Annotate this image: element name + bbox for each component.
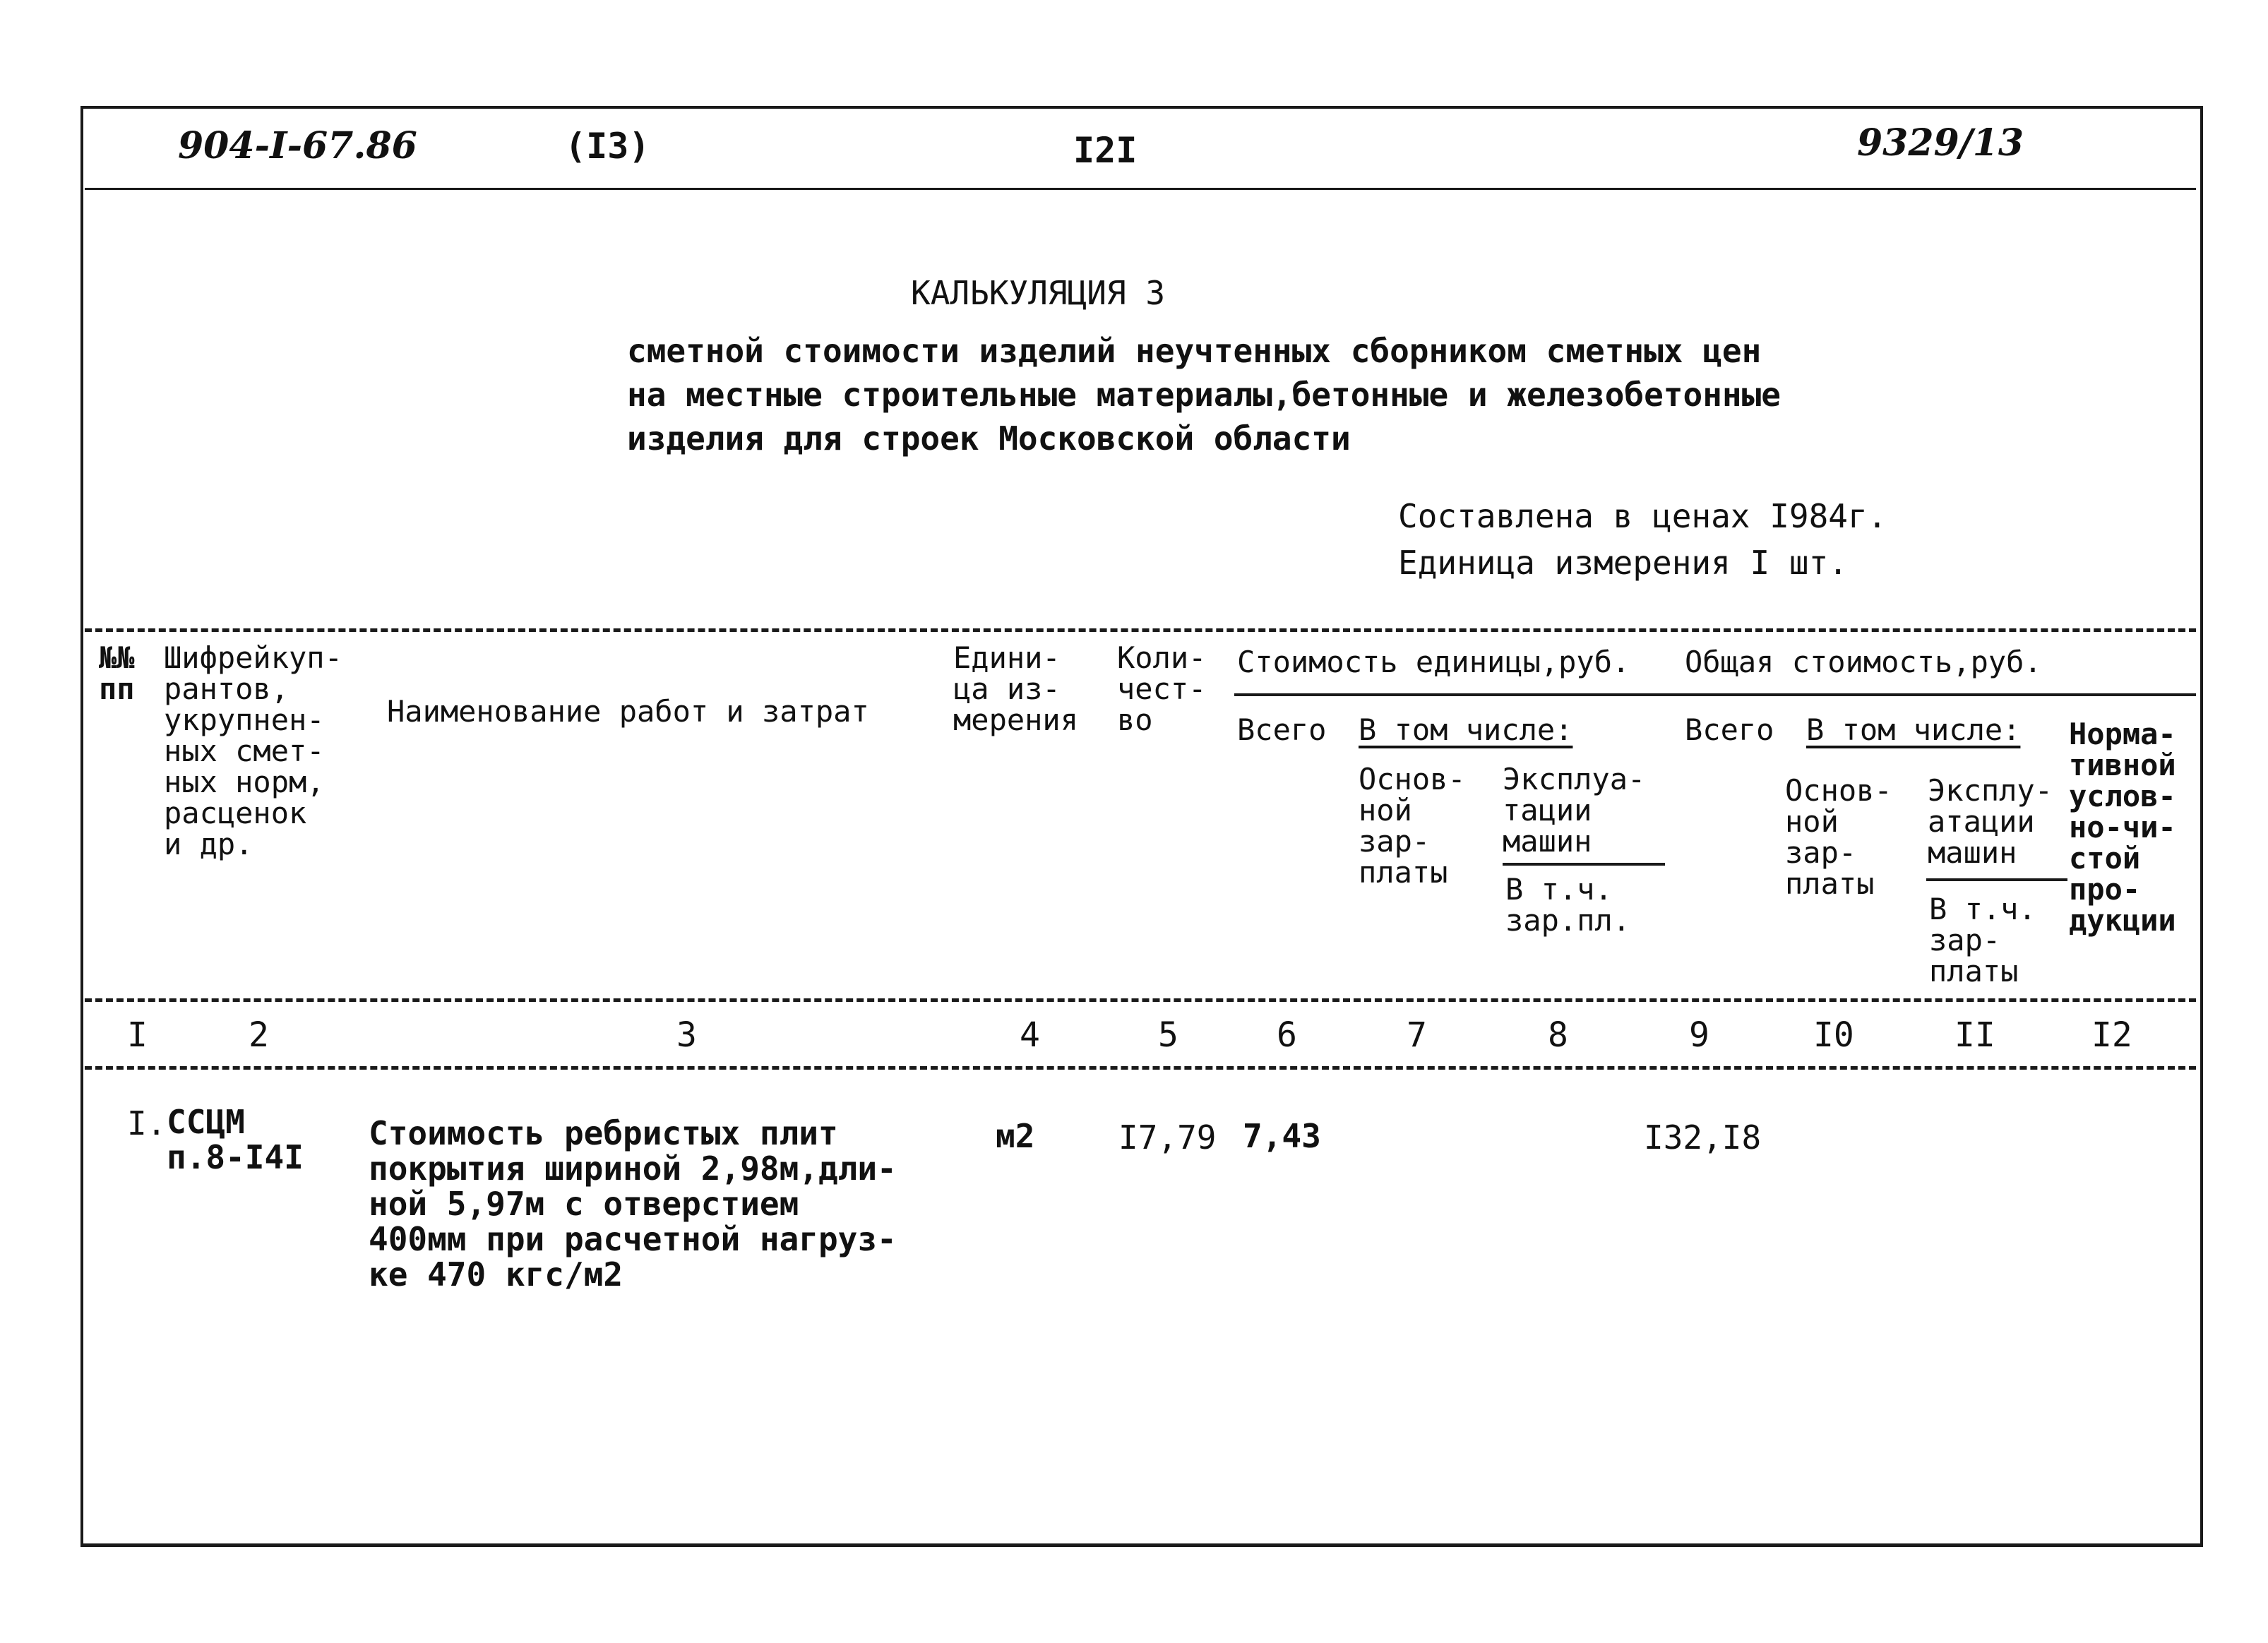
unit-machines-rule [1503,863,1665,866]
column-number-2: 2 [249,1015,269,1055]
title-line-1: сметной стоимости изделий неучтенных сборником сметных цен [627,332,1762,370]
header-unit-cost-group: Стоимость единицы,руб. [1237,645,1630,679]
row-1-quantity: I7,79 [1118,1118,1217,1157]
column-number-9: 9 [1689,1015,1709,1055]
column-number-10: I0 [1813,1015,1854,1055]
row-1-code: ССЦМ п.8-I4I [167,1103,304,1176]
sheet-ref: (I3) [565,126,650,167]
header-code: Шифрейкуп- рантов, укрупнен- ных смет- ных норм, расценок и др. [164,640,342,861]
column-number-12: I2 [2091,1015,2132,1055]
header-rule [85,188,2196,190]
header-normative-output: Норма- тивной услов- но-чи- стой про- дукции [2069,717,2176,938]
column-number-1: I [127,1015,148,1055]
column-number-6: 6 [1277,1015,1297,1055]
total-machines-rule [1926,878,2067,881]
title-line-2: на местные строительные материалы,бетонные и железобетонные [627,376,1781,414]
doc-code: 904-I-67.86 [178,124,417,167]
group-underline [1234,693,2196,696]
header-total-machine-wage: В т.ч. зар- платы [1929,892,2036,988]
title-line-3: изделия для строек Московской области [627,419,1351,458]
column-number-4: 4 [1020,1015,1040,1055]
page-number: I2I [1073,130,1138,171]
header-unit-machines: Эксплуа- тации машин [1503,762,1646,859]
table-top-rule [85,628,2196,632]
column-number-5: 5 [1158,1015,1178,1055]
column-numbers-top-rule [85,998,2196,1002]
row-1-number: I. [127,1104,167,1142]
header-unit-total: Всего [1237,712,1327,747]
row-1-unit: м2 [996,1117,1035,1155]
header-total-cost-group: Общая стоимость,руб. [1685,645,2042,679]
column-number-7: 7 [1407,1015,1427,1055]
header-total-machines: Эксплу- атации машин [1928,773,2053,870]
header-quantity: Коли- чест- во [1117,640,1207,737]
column-numbers-bottom-rule [85,1066,2196,1070]
compiled-prices: Составлена в ценах I984г. [1398,497,1887,535]
header-row-number: №№ пп [99,640,135,706]
row-1-unit-total: 7,43 [1243,1117,1321,1155]
header-total-all: Всего [1685,712,1774,747]
measurement-unit: Единица измерения I шт. [1398,544,1848,582]
header-unit-incl: В том числе: [1359,712,1573,747]
header-total-incl: В том числе: [1806,712,2021,747]
header-unit-wage: Основ- ной зар- платы [1359,762,1466,890]
header-unit-machine-wage: В т.ч. зар.пл. [1505,872,1631,938]
row-1-grand-total: I32,I8 [1644,1118,1762,1157]
archive-number: 9329/13 [1857,121,2024,165]
document-heading: КАЛЬКУЛЯЦИЯ 3 [911,274,1166,312]
row-1-name: Стоимость ребристых плит покрытия шириной 2,98м,дли- ной 5,97м с отверстием 400мм при расчетной нагруз- ке 470 кгс/м2 [369,1114,897,1294]
header-unit: Едини- ца из- мерения [953,640,1079,737]
column-number-8: 8 [1548,1015,1568,1055]
column-number-3: 3 [676,1015,697,1055]
header-total-wage: Основ- ной зар- платы [1785,773,1892,901]
header-name: Наименование работ и затрат [387,694,869,729]
column-number-11: II [1954,1015,1995,1055]
